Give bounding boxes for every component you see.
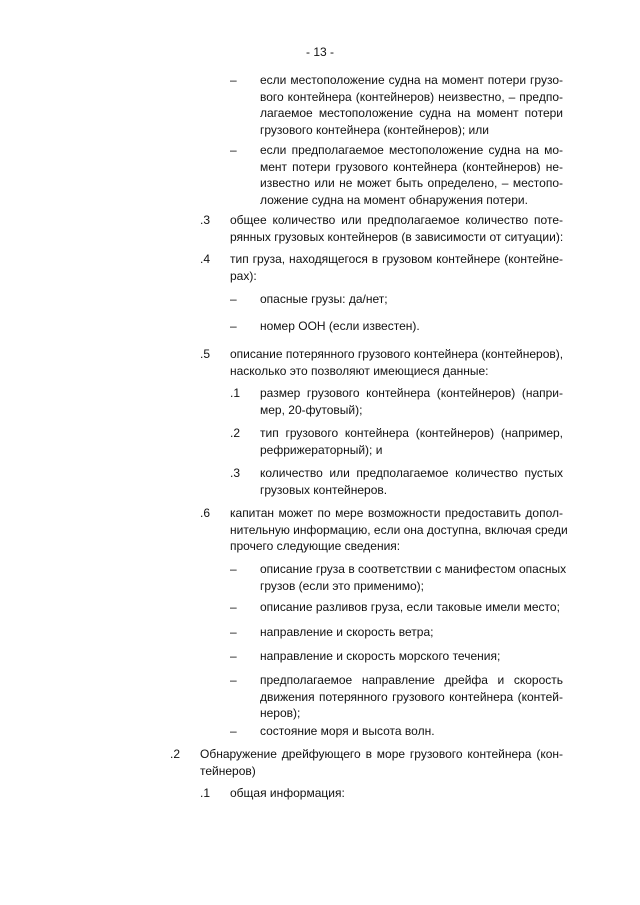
text-line: грузовых контейнеров. xyxy=(260,482,388,497)
text-line: если местоположение судна на момент потери грузо- xyxy=(260,73,563,87)
text-line: мер, 20-футовый); xyxy=(260,402,363,417)
text-line: грузового контейнера (контейнеров); или xyxy=(260,122,489,137)
text-line: описание потерянного грузового контейнера (контейнеров), xyxy=(230,347,564,361)
text-line: общее количество или предполагаемое количество поте- xyxy=(230,213,563,227)
text-line: известно или не может быть определено, – местопо- xyxy=(260,176,563,190)
text-line: вого контейнера (контейнеров) неизвестно, – предпо- xyxy=(260,89,563,104)
item-marker: .6 xyxy=(200,506,211,520)
text-line: количество или предполагаемое количество пустых xyxy=(260,466,563,480)
text-line: описание груза в соответствии с манифестом опасных xyxy=(260,562,567,576)
text-line: опасные грузы: да/нет; xyxy=(260,292,388,306)
text-line: мент потери грузового контейнера (контейнеров) не- xyxy=(260,159,563,174)
text-line: насколько это позволяют имеющиеся данные: xyxy=(230,363,489,378)
text-line: предполагаемое направление дрейфа и скорость xyxy=(260,673,563,687)
item-marker: – xyxy=(230,625,237,639)
text-line: капитан может по мере возможности предоставить допол- xyxy=(230,506,563,520)
item-text xyxy=(260,672,563,722)
text-line: рах): xyxy=(230,268,257,283)
item-text xyxy=(230,785,563,802)
item-text xyxy=(260,723,563,740)
text-line: размер грузового контейнера (контейнеров) (напри- xyxy=(260,386,563,400)
text-line: тейнеров) xyxy=(200,763,256,778)
text-line: рефрижераторный); и xyxy=(260,442,383,457)
item-text xyxy=(260,561,567,594)
item-marker: .3 xyxy=(230,466,241,480)
item-marker: – xyxy=(230,724,237,738)
item-marker: – xyxy=(230,673,237,687)
page-number: - 13 - xyxy=(305,45,334,59)
text-line: нительную информацию, если она доступна, включая среди xyxy=(230,522,568,537)
text-line: если предполагаемое местоположение судна на мо- xyxy=(260,143,563,157)
text-line: рянных грузовых контейнеров (в зависимости от ситуации): xyxy=(230,229,564,244)
text-line: ложение судна на момент обнаружения потери. xyxy=(260,192,528,207)
text-line: состояние моря и высота волн. xyxy=(260,724,435,738)
text-line: номер ООН (если известен). xyxy=(260,319,420,333)
item-marker: .5 xyxy=(200,347,211,361)
item-text xyxy=(260,385,563,418)
item-text xyxy=(260,72,563,138)
text-line: тип груза, находящегося в грузовом контейнере (контейне- xyxy=(230,252,563,266)
item-text xyxy=(260,318,563,335)
item-marker: .1 xyxy=(230,386,241,400)
text-line: направление и скорость морского течения; xyxy=(260,649,501,663)
text-line: неров); xyxy=(260,706,301,720)
item-text xyxy=(230,212,563,245)
item-marker: – xyxy=(230,649,237,663)
item-marker: – xyxy=(230,319,237,333)
text-line: прочего следующие сведения: xyxy=(230,539,401,553)
item-text xyxy=(260,465,563,498)
item-text xyxy=(230,251,563,284)
item-marker: .3 xyxy=(200,213,211,227)
item-text xyxy=(260,291,563,308)
text-line: грузов (если это применимо); xyxy=(260,578,424,593)
item-text xyxy=(260,624,563,641)
item-text xyxy=(260,142,563,208)
text-line: тип грузового контейнера (контейнеров) (например, xyxy=(260,426,563,440)
item-text xyxy=(260,599,563,616)
text-line: Обнаружение дрейфующего в море грузового контейнера (кон- xyxy=(200,747,563,761)
item-marker: .2 xyxy=(170,747,181,761)
text-line: описание разливов груза, если таковые имели место; xyxy=(260,600,560,614)
item-marker: – xyxy=(230,600,237,614)
item-marker: .4 xyxy=(200,252,211,266)
item-text xyxy=(230,505,568,555)
item-text xyxy=(200,746,563,779)
item-text xyxy=(230,346,563,379)
item-marker: .2 xyxy=(230,426,241,440)
item-marker: .1 xyxy=(200,786,211,800)
text-line: движения потерянного грузового контейнера (контей- xyxy=(260,689,563,704)
text-line: направление и скорость ветра; xyxy=(260,625,434,639)
item-marker: – xyxy=(230,562,237,576)
text-line: лагаемое местоположение судна на момент потери xyxy=(260,106,563,120)
item-text xyxy=(260,425,563,458)
text-line: общая информация: xyxy=(230,786,345,800)
item-marker: – xyxy=(230,143,237,157)
item-text xyxy=(260,648,563,665)
item-marker: – xyxy=(230,292,237,306)
item-marker: – xyxy=(230,73,237,87)
